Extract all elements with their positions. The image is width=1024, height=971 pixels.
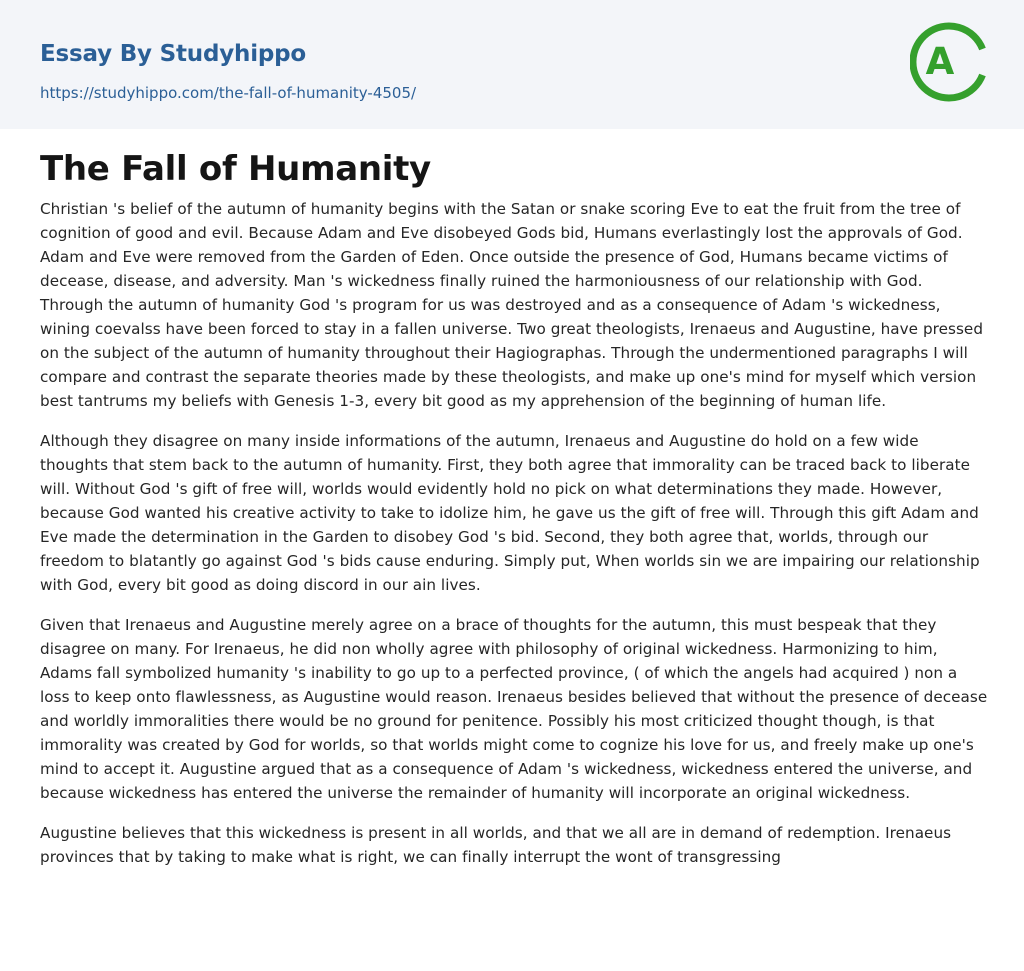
site-header — [0, 0, 1024, 129]
article-body — [40, 129, 988, 885]
article-paragraph: Christian 's belief of the autumn of humanity begins with the Satan or snake scoring Eve to eat the fruit from the tree of cognition of good and evil. Because Adam and Eve disobeyed Gods bid, Humans everlastingly lost the approvals of God. Adam and Eve were removed from the Garden of Eden. Once outside the presence of God, Humans became victims of decease, disease, and adversity. Man 's wickedness finally ruined the harmoniousness of our relationship with God. Through the autumn of humanity God 's program for us was destroyed and as a consequence of Adam 's wickedness, wining coevalss have been forced to stay in a fallen universe. Two great theologists, Irenaeus and Augustine, have pressed on the subject of the autumn of humanity throughout their Hagiographas. Through the undermentioned paragraphs I will compare and contrast the separate theories made by these theologists, and make up one's mind for myself which version best tantrums my beliefs with Genesis 1-3, every bit good as my apprehension of the beginning of human life. — [40, 200, 984, 410]
article-paragraph: Augustine believes that this wickedness is present in all worlds, and that we all are in demand of redemption. Irenaeus provinces that by taking to make what is right, we can finally interrupt the wont of transgressing — [40, 824, 952, 866]
article-paragraph: Although they disagree on many inside informations of the autumn, Irenaeus and Augustine do hold on a few wide thoughts that stem back to the autumn of humanity. First, they both agree that immorality can be traced back to liberate will. Without God 's gift of free will, worlds would evidently hold no pick on what determinations they made. However, because God wanted his creative activity to take to idolize him, he gave us the gift of free will. Through this gift Adam and Eve made the determination in the Garden to disobey God 's bid. Second, they both agree that, worlds, through our freedom to blatantly go against God 's bids cause enduring. Simply put, When worlds sin we are impairing our relationship with God, every bit good as doing discord in our ain lives. — [40, 432, 980, 594]
site-brand[interactable]: Essay By Studyhippo — [40, 41, 307, 67]
studyhippo-logo-icon[interactable] — [910, 18, 988, 106]
article-paragraph: Given that Irenaeus and Augustine merely agree on a brace of thoughts for the autumn, this must bespeak that they disagree on many. For Irenaeus, he did non wholly agree with philosophy of original wickedness. Harmonizing to him, Adams fall symbolized humanity 's inability to go up to a perfected province, ( of which the angels had acquired ) non a loss to keep onto flawlessness, as Augustine would reason. Irenaeus besides believed that without the presence of decease and worldly immoralities there would be no ground for penitence. Possibly his most criticized thought though, is that immorality was created by God for worlds, so that worlds might come to cognize his love for us, and freely make up one's mind to accept it. Augustine argued that as a consequence of Adam 's wickedness, wickedness entered the universe, and because wickedness has entered the universe the remainder of humanity will incorporate an original wickedness. — [40, 616, 988, 802]
essay-url-link[interactable]: https://studyhippo.com/the-fall-of-humanity-4505/ — [40, 84, 417, 102]
page-title: The Fall of Humanity — [40, 149, 431, 189]
logo-letter: A — [925, 40, 955, 83]
